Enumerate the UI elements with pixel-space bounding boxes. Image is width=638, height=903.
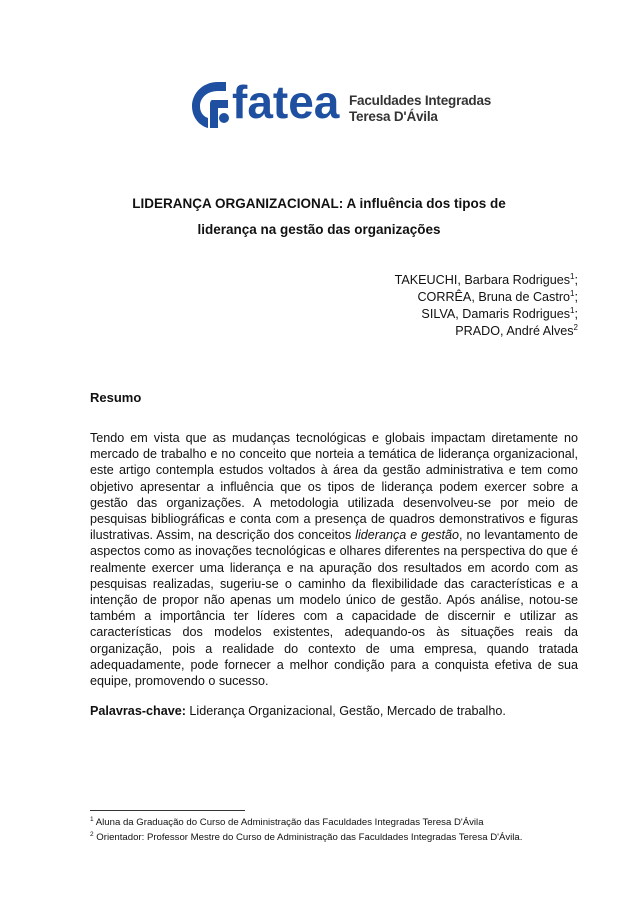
footnote-mark: 1 [90, 815, 94, 823]
institution-name [349, 93, 491, 125]
keywords-text: Liderança Organizacional, Gestão, Mercado de trabalho. [185, 704, 506, 718]
author-name: PRADO, André Alves [455, 324, 574, 338]
abstract-italic-term: liderança e gestão [355, 528, 460, 543]
author-footnote-mark: 1 [570, 288, 575, 298]
abstract-heading: Resumo [90, 390, 142, 405]
author-footnote-mark: 1 [570, 305, 575, 315]
keywords [90, 703, 578, 719]
author-line [300, 272, 578, 289]
author-line [300, 306, 578, 323]
paper-title [90, 191, 548, 243]
institution-line-2: Teresa D'Ávila [349, 109, 438, 124]
footnotes [90, 815, 590, 845]
footnote [90, 830, 590, 845]
abstract-text-part-2: , no levantamento de aspectos como as inovações tecnológicas e olhares diferentes na perspectiva do que é realmente exercer uma liderança e na apuração dos resultados em acordo com as pesquisas realizadas, sugeriu-se o caminho da flexibilidade das características e a intenção de propor não apenas um modelo único de gestão. Após análise, notou-se também a importância ter líderes com a capacidade de discernir e utilizar as características dos modelos existentes, adequando-os às situações reais da organização, pois a realidade do contexto de uma empresa, quando tratada adequadamente, pode fornecer a melhor condição para a conquista efetiva de sua equipe, promovendo o sucesso. [90, 528, 579, 689]
footnote-text: Aluna da Graduação do Curso de Administração das Faculdades Integradas Teresa D'Ávila [93, 817, 484, 828]
author-name: TAKEUCHI, Barbara Rodrigues [394, 273, 571, 287]
abstract-body [90, 430, 578, 689]
institution-line-1: Faculdades Integradas [349, 93, 492, 108]
author-separator: ; [574, 290, 578, 304]
author-line [300, 289, 578, 306]
title-line-2: liderança na gestão das organizações [197, 222, 441, 237]
abstract-text-part-1: Tendo em vista que as mudanças tecnológicas e globais impactam diretamente no mercado de trabalho e no conceito que norteia a temática de liderança organizacional, este artigo contempla estudos voltados à área da gestão administrativa e tem como objetivo apresentar a influência que os tipos de liderança podem exercer sobre a gestão das organizações. A metodologia utilizada desenvolveu-se por meio de pesquisas bibliográficas e conta com a presença de quadros demonstrativos e figuras ilustrativas. Assim, na descrição dos conceitos [90, 431, 578, 543]
author-list [300, 272, 578, 340]
author-separator: ; [574, 307, 578, 321]
author-line [300, 323, 578, 340]
title-line-1: LIDERANÇA ORGANIZACIONAL: A influência dos tipos de [132, 196, 506, 211]
footnote-divider [90, 810, 245, 811]
author-separator: ; [574, 273, 578, 287]
author-footnote-mark: 2 [573, 322, 578, 332]
author-footnote-mark: 1 [570, 271, 575, 281]
brand-name: fatea [232, 76, 340, 128]
fatea-logo-icon [188, 78, 236, 130]
author-name: SILVA, Damaris Rodrigues [421, 307, 571, 321]
footnote-text: Orientador: Professor Mestre do Curso de Administração das Faculdades Integradas Teresa D'Ávila. [93, 832, 523, 843]
keywords-label: Palavras-chave: [90, 704, 186, 718]
footnote-mark: 2 [90, 830, 94, 838]
footnote [90, 815, 590, 830]
author-name: CORRÊA, Bruna de Castro [417, 290, 571, 304]
